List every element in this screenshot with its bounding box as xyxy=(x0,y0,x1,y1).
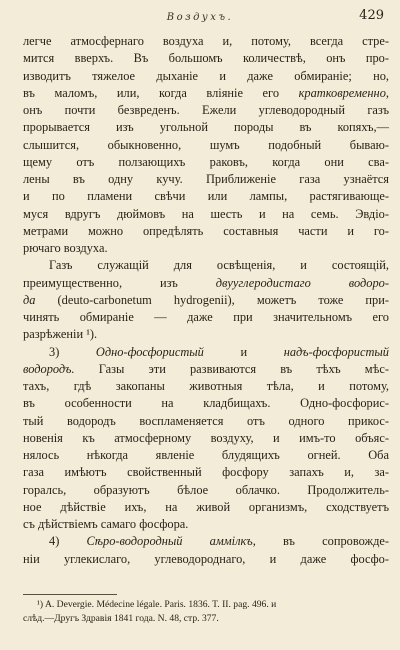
text-line xyxy=(23,292,389,309)
text-line: рючаго воздуха. xyxy=(23,241,108,255)
text-run: 3) xyxy=(49,344,96,359)
text-line: муся вдругъ дюймовъ на шесть и на семь. Эвдіо- xyxy=(23,206,389,221)
text-line: метрами можно опредѣлять составныя части и го- xyxy=(23,223,389,238)
text-line: и по пламени свѣчи или лампы, растягивающе- xyxy=(23,189,389,204)
text-line: легче атмосфернаго воздуха и, потому, всегда стре- xyxy=(23,34,389,48)
text-line: Газъ служащій для освѣщенія, и состоящій, xyxy=(49,258,389,273)
text-line: нялось нѣкогда явленіе блудящихъ огней. Оба xyxy=(23,448,389,462)
text-line: ніи углекислаго, углеводороднаго, и даже фосфо- xyxy=(23,551,389,566)
text-run: преимущественно, изъ xyxy=(23,275,216,290)
text-line: тый водородъ воспламеняется отъ одного прикос- xyxy=(23,413,389,428)
text-line: щему отъ ползающихъ раковъ, когда они сва- xyxy=(23,154,389,169)
text-line xyxy=(23,533,389,550)
italic-term: Сѣро-водородный аммілкъ, xyxy=(86,534,256,549)
text-line xyxy=(23,275,389,292)
text-line: тахъ, гдѣ закопаны животныя тѣла, и потому, xyxy=(23,379,389,393)
text-line: изводитъ тяжелое дыханіе и даже обмираніе; но, xyxy=(23,68,389,83)
footnote-line: слѣд.—Другъ Здравія 1841 года. N. 48, стр. 377. xyxy=(23,613,219,624)
text-line: мится вверхъ. Въ большомъ количествѣ, онъ про- xyxy=(23,51,389,66)
italic-term: двууглеродистаго водоро- xyxy=(215,275,389,290)
text-line xyxy=(23,361,389,378)
running-head: Воздухъ. xyxy=(166,12,234,23)
text-run: и xyxy=(203,344,284,359)
text-line: прорывается изъ угольной породы въ копяхъ,— xyxy=(23,120,389,135)
page-header xyxy=(0,8,400,26)
text-line: новенія къ атмосферному воздуху, и имъ-то объяс- xyxy=(23,430,389,445)
text-run: (deuto-carbonetum hydrogenii), можетъ тоже при- xyxy=(35,292,389,307)
text-line: горалсь, образуютъ бѣлое облачко. Продолжитель- xyxy=(23,482,389,497)
text-line: въ особенности на кладбищахъ. Одно-фосфорис- xyxy=(23,396,389,411)
text-line: разрѣженіи ¹). xyxy=(23,327,98,342)
text-run: Газы эти развиваются въ тѣхъ мѣс- xyxy=(74,361,389,376)
italic-term: водородъ. xyxy=(23,361,75,376)
footnote-line: ¹) A. Devergie. Médecine légale. Paris. 1836. T. II. pag. 496. и xyxy=(37,599,277,610)
text-line: чинять обмираніе — даже при значительномъ его xyxy=(23,310,389,324)
text-line: съ дѣйствіемъ самаго фосфора. xyxy=(23,517,189,531)
footnote-divider xyxy=(23,594,117,595)
italic-term: Одно-фосфористый xyxy=(95,344,204,359)
italic-term: кратковременно, xyxy=(298,85,389,100)
italic-term: надъ-фосфористый xyxy=(283,344,389,359)
footnotes xyxy=(23,598,389,626)
text-run: въ сопровожде- xyxy=(255,534,389,549)
body-text xyxy=(23,33,389,568)
text-run: 4) xyxy=(49,534,87,549)
text-line xyxy=(23,344,389,361)
page-number: 429 xyxy=(359,8,384,23)
text-line: онъ почти безвреденъ. Ежели углеводородный газъ xyxy=(23,103,389,117)
text-line: лены въ одну кучу. Приближеніе газа узнаётся xyxy=(23,172,389,186)
text-line: слышится, обыкновенно, шумъ подобный бываю- xyxy=(23,137,389,152)
italic-term: да xyxy=(23,292,36,307)
text-line: ное дѣйствіе ихъ, на живой организмъ, сходствуетъ xyxy=(23,499,389,514)
text-line: газа имѣютъ свойственный фосфору запахъ и, за- xyxy=(23,465,389,480)
text-line: въ маломъ, или, когда вліяніе его кратковременно, xyxy=(23,85,389,100)
